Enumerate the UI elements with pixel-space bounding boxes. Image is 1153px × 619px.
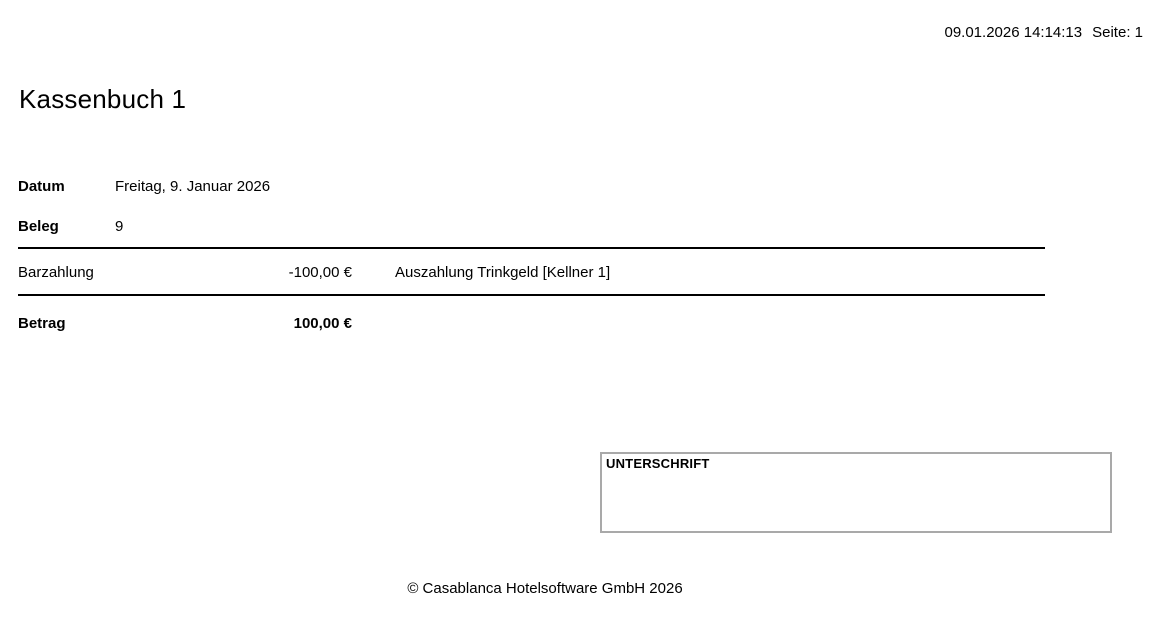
payment-method: Barzahlung [18,264,94,281]
transaction-amount: -100,00 € [288,264,352,281]
signature-label: UNTERSCHRIFT [606,456,710,471]
total-amount: 100,00 € [293,315,352,332]
print-datetime: 09.01.2026 14:14:13 [944,24,1083,41]
date-row [18,178,270,195]
receipt-row [18,218,123,235]
signature-box [600,452,1112,533]
footer-copyright: © Casablanca Hotelsoftware GmbH 2026 [407,580,683,597]
total-row [18,315,352,332]
date-label: Datum [18,178,65,195]
transaction-description: Auszahlung Trinkgeld [Kellner 1] [395,264,611,281]
print-header [944,24,1143,41]
receipt-value: 9 [115,218,124,235]
divider-bottom [18,294,1045,296]
page-number-label: Seite: 1 [1092,24,1143,41]
page-title: Kassenbuch 1 [19,84,187,114]
divider-top [18,247,1045,249]
date-value: Freitag, 9. Januar 2026 [115,178,271,195]
total-label: Betrag [18,315,66,332]
receipt-label: Beleg [18,218,59,235]
table-row [18,264,610,281]
